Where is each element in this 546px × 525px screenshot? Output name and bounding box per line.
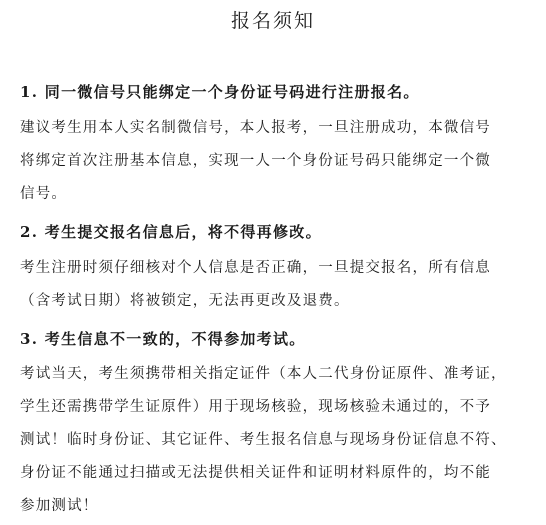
- section-3-line-1: 考试当天，考生须携带相关指定证件（本人二代身份证原件、准考证，: [20, 366, 507, 382]
- section-2-line-1: 考生注册时须仔细核对个人信息是否正确，一旦提交报名，所有信息: [20, 260, 491, 276]
- section-3-line-4: 身份证不能通过扫描或无法提供相关证件和证明材料原件的，均不能: [20, 465, 491, 481]
- section-3-line-2: 学生还需携带学生证原件）用于现场核验，现场核验未通过的，不予: [20, 399, 491, 415]
- section-2-heading: 2. 考生提交报名信息后，将不得再修改。: [20, 223, 322, 241]
- section-2-line-2: （含考试日期）将被锁定，无法再更改及退费。: [20, 293, 350, 309]
- section-1-line-1: 建议考生用本人实名制微信号，本人报考，一旦注册成功，本微信号: [20, 120, 491, 136]
- section-3-line-5: 参加测试！: [20, 498, 99, 514]
- section-1-line-3: 信号。: [20, 186, 68, 202]
- section-1-line-2: 将绑定首次注册基本信息，实现一人一个身份证号码只能绑定一个微: [20, 153, 491, 169]
- section-3-heading: 3. 考生信息不一致的，不得参加考试。: [20, 330, 306, 348]
- page-title: 报名须知: [230, 10, 315, 32]
- section-1-heading: 1. 同一微信号只能绑定一个身份证号码进行注册报名。: [20, 83, 420, 101]
- section-3-line-3: 测试！临时身份证、其它证件、考生报名信息与现场身份证信息不符、: [20, 432, 507, 448]
